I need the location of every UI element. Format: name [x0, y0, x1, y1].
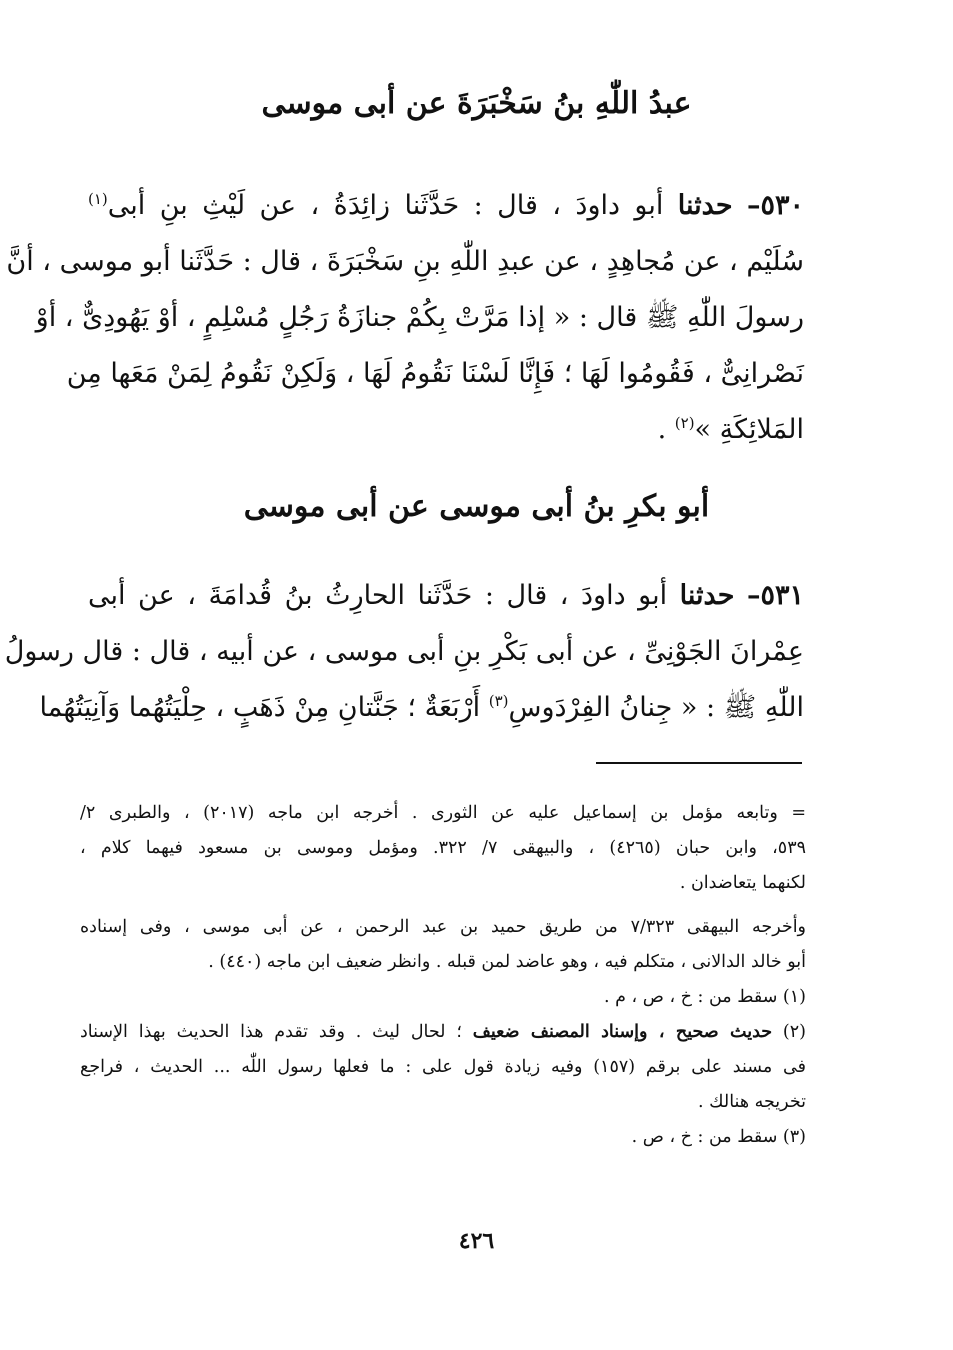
- hadith-530-line-4: نَصْرانِىٌّ ، فَقُومُوا لَهَا ؛ فَإِنَّا لَسْنَا نَقُومُ لَهَا ، وَلَكِنْ نَقُومُ لِمَنْ مَعَها مِن: [66, 358, 804, 389]
- footnote-3: (٣) سقط من : خ ، ص .: [631, 1127, 806, 1147]
- text-span: .: [657, 414, 675, 445]
- hadith-531-line-1: [88, 568, 804, 624]
- hadith-530: [6, 178, 804, 458]
- footnote-paragraph-2-line-1: وأخرجه البيهقى ٧/٣٢٣ من طريق حميد بن عبد الرحمن ، عن أبى موسى ، وفى إسناده: [80, 917, 807, 937]
- footnote-ref-3: (٣): [488, 692, 509, 710]
- hadith-opening-word: حدثنا: [677, 190, 733, 221]
- hadith-531-line-2: عِمْرانَ الجَوْنِىِّ ، عن أبى بَكْرِ بنِ أبى موسى ، عن أبيه ، قال : قال رسولُ: [4, 636, 804, 667]
- footnote-continuation-line-2: ٥٣٩، وابن حبان (٤٢٦٥) ، والبيهقى ٧/ ٣٢٢. ومؤمل وموسى بن مسعود فيهما كلام ،: [80, 838, 806, 858]
- footnote-ref-1: (١): [88, 190, 108, 208]
- hadith-530-line-3: رسولَ اللّٰهِ ﷺ قال : « إذا مَرَّتْ بِكُمْ جنازَةُ رَجُلٍ مُسْلِمٍ ، أوْ يَهُودِىٌّ ، أوْ: [35, 302, 804, 333]
- footnote-continuation-line-3: لكنهما يتعاضدان .: [679, 873, 806, 893]
- hadith-531: [4, 568, 804, 736]
- footnote-continuation-line-1: = وتابعه مؤمل بن إسماعيل عليه عن الثورى . أخرجه ابن ماجه (٢٠١٧) ، والطبرى ٢/: [80, 803, 806, 823]
- hadith-number: ٥٣١–: [746, 580, 804, 611]
- hadith-530-line-2: سُلَيْم ، عن مُجاهِدٍ ، عن عبدِ اللّٰهِ بنِ سَخْبَرَةَ ، قال : حَدَّثَنا أبو موسى ، أنَّ: [6, 246, 804, 277]
- hadith-530-line-5: [88, 402, 804, 458]
- text-span: المَلائِكَةِ »: [694, 414, 804, 445]
- text-span: أبو داودَ ، قال : حَدَّثَنا الحارِثُ بنُ قُدامَةَ ، عن أبى: [88, 580, 680, 611]
- section-heading-abu-bakr: أبو بكرِ بنُ أبى موسى عن أبى موسى: [243, 489, 710, 524]
- text-span: اللّٰهِ ﷺ : « جِنانُ الفِرْدَوسِ: [508, 692, 804, 723]
- footnote-paragraph-2-line-2: أبو خالد الدالانى ، متكلم فيه ، وهو عاضد لمن قبله . وانظر ضعيف ابن ماجه (٤٤٠) .: [208, 952, 806, 972]
- section-heading-ibn-sakhbara: عبدُ اللّٰهِ بنُ سَخْبَرَةَ عن أبى موسى: [261, 86, 692, 121]
- footnotes: [80, 796, 806, 1155]
- footnote-ref-2: (٢): [674, 414, 695, 432]
- text-span: أبو داودَ ، قال : حَدَّثَنا زائِدَةُ ، عن لَيْثِ بنِ أبى: [107, 190, 678, 221]
- footnote-2-line-3: تخريجه هنالك .: [698, 1092, 806, 1112]
- hadith-number: ٥٣٠–: [746, 190, 804, 221]
- footnote-2-line-2: فى مسند على برقم (١٥٧) وفيه زيادة قول على : ما فعلها رسول اللّٰه ... الحديث ، فراجع: [80, 1057, 806, 1077]
- hadith-opening-word: حدثنا: [679, 580, 735, 611]
- hadith-531-line-3: [39, 680, 804, 736]
- footnote-2-marker: (٢): [772, 1022, 806, 1042]
- footnote-1: (١) سقط من : خ ، ص ، م .: [604, 987, 806, 1007]
- text-span: ؛ لحال ليث . وقد تقدم هذا الحديث بهذا الإسناد: [80, 1022, 473, 1042]
- text-span: أَرْبَعَةٌ ؛ جَنَّتانِ مِنْ ذَهَبٍ ، حِلْيَتُهُما وَآنِيَتُهُما: [39, 692, 489, 723]
- footnote-2-grading: حديث صحيح ، وإسناد المصنف ضعيف: [472, 1022, 773, 1042]
- hadith-530-line-1: [88, 178, 804, 234]
- page-number: ٤٢٦: [458, 1228, 495, 1254]
- footnote-2-line-1: [80, 1015, 806, 1050]
- footnote-separator: [596, 762, 802, 764]
